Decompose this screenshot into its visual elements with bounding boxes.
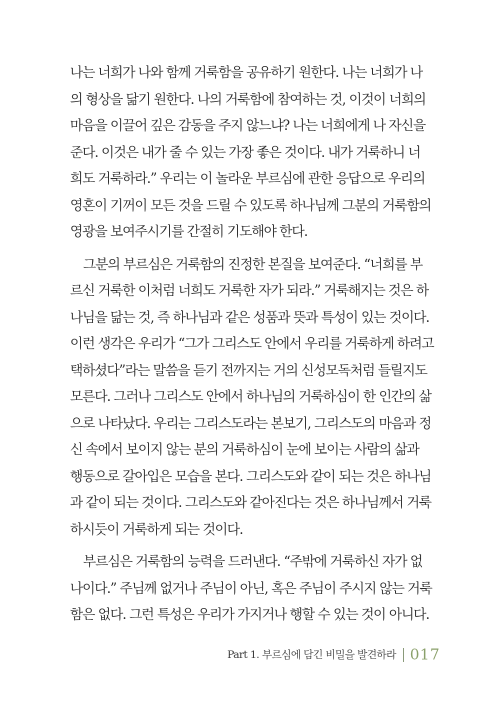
text-line: 영혼이 기꺼이 모든 것을 드릴 수 있도록 하나님께 그분의 거룩함의 [70, 197, 432, 214]
body-text [70, 60, 442, 629]
text-line: 모른다. 그러나 그리스도 안에서 하나님의 거룩하심이 한 인간의 삶 [70, 389, 432, 405]
text-line: 나이다.” 주님께 없거나 주님이 아닌, 혹은 주님이 주시지 않는 거룩 [70, 580, 432, 597]
paragraph-2 [70, 252, 442, 544]
text-line: 택하셨다”라는 말씀을 듣기 전까지는 거의 신성모독처럼 들릴지도 [70, 362, 427, 379]
footer-divider [403, 648, 404, 662]
text-line: 함은 없다. 그런 특성은 우리가 가지거나 행할 수 있는 것이 아니다. [70, 607, 430, 623]
text-line: 과 같이 되는 것이다. 그리스도와 같아진다는 것은 하나님께서 거룩 [70, 495, 432, 511]
text-line: 신 속에서 보이지 않는 분의 거룩하심이 눈에 보이는 사람의 삶과 [70, 442, 419, 458]
text-line: 으로 나타났다. 우리는 그리스도라는 본보기, 그리스도의 마음과 정 [70, 415, 432, 432]
text-line: 영광을 보여주시기를 간절히 기도해야 한다. [70, 224, 308, 240]
text-line: 나는 너희가 나와 함께 거룩함을 공유하기 원한다. 나는 너희가 나 [70, 65, 423, 81]
running-title: Part 1. 부르심에 담긴 비밀을 발견하라 [227, 649, 396, 661]
page-footer [0, 644, 440, 666]
text-line: 르신 거룩한 이처럼 너희도 거룩한 자가 되라.” 거룩해지는 것은 하 [70, 283, 429, 299]
text-line: 행동으로 갈아입은 모습을 본다. 그리스도와 같이 되는 것은 하나님 [70, 468, 432, 485]
text-line: 그분의 부르심은 거룩함의 진정한 본질을 보여준다. “너희를 부 [83, 256, 423, 273]
text-line: 희도 거룩하라.” 우리는 이 놀라운 부르심에 관한 응답으로 우리의 [70, 171, 425, 187]
text-line: 하시듯이 거룩하게 되는 것이다. [70, 521, 243, 538]
text-line: 준다. 이것은 내가 줄 수 있는 가장 좋은 것이다. 내가 거룩하니 너 [70, 144, 421, 161]
page-number: 017 [409, 645, 440, 664]
paragraph-3 [70, 549, 442, 629]
text-line: 부르심은 거룩함의 능력을 드러낸다. “주밖에 거룩하신 자가 없 [83, 554, 423, 570]
text-line: 이런 생각은 우리가 “그가 그리스도 안에서 우리를 거룩하게 하려고 [70, 336, 434, 352]
paragraph-1 [70, 60, 442, 246]
text-line: 나님을 닮는 것, 즉 하나님과 같은 성품과 뜻과 특성이 있는 것이다. [70, 309, 430, 326]
text-line: 마음을 이끌어 깊은 감동을 주지 않느냐? 나는 너희에게 나 자신을 [70, 118, 426, 134]
text-line: 의 형상을 닮기 원한다. 나의 거룩함에 참여하는 것, 이것이 너희의 [70, 91, 426, 108]
